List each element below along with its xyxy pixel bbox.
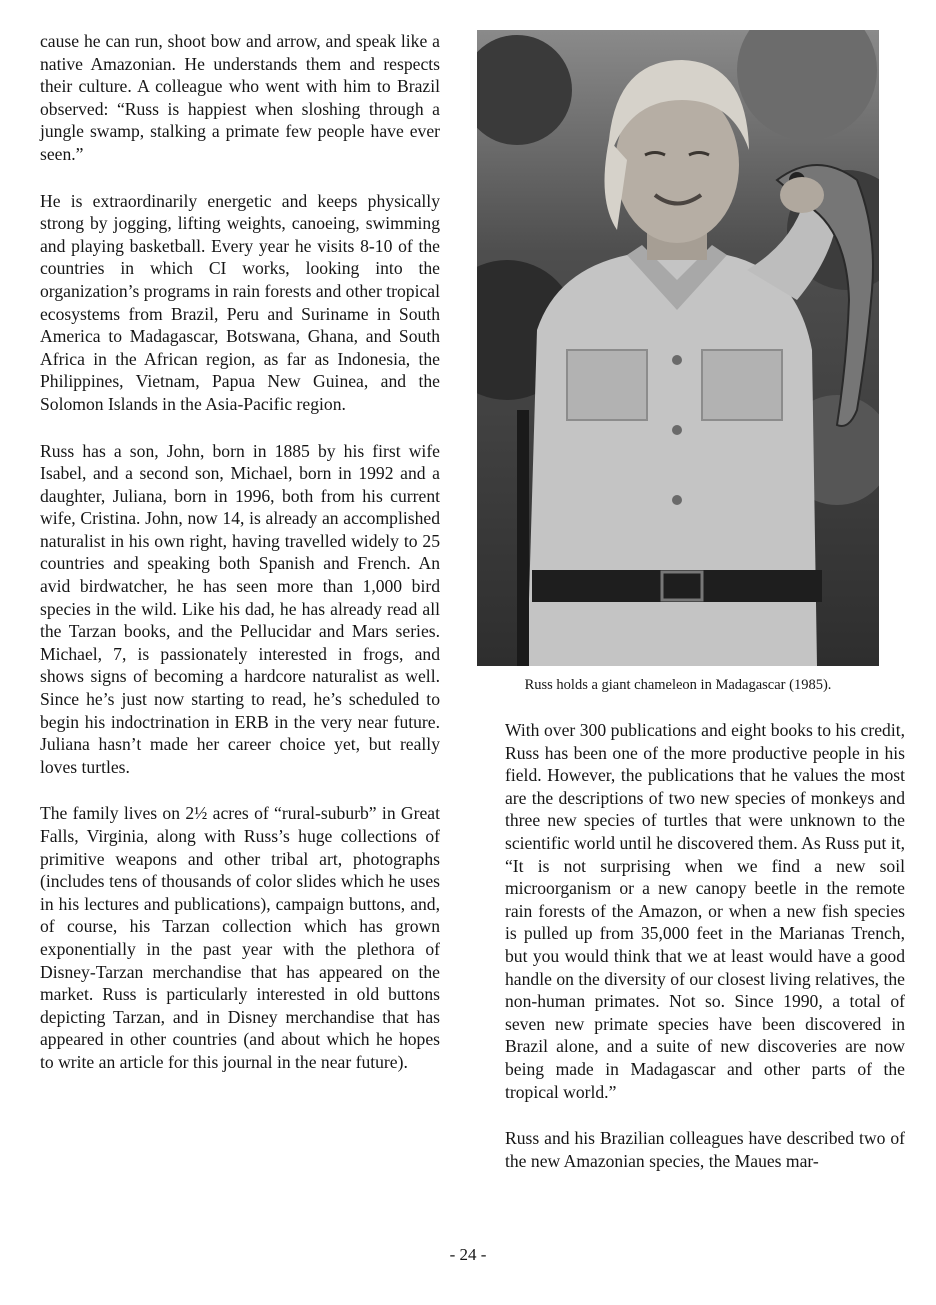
- body-paragraph: Russ has a son, John, born in 1885 by his first wife Isabel, and a second son, Michael, born in 1992 and a daughter, Juliana, born in 1996, both from his current wife, Cristina. John, now 14, is already an accomplished naturalist in his own right, having travelled widely to 25 countries and speaking both Spanish and French. An avid birdwatcher, he has seen more than 1,000 bird species in the wild. Like his dad, he has already read all the Tarzan books, and the Pellucidar and Mars series. Michael, 7, is passionately interested in frogs, and shows signs of becoming a hardcore naturalist as well. Since he’s just now starting to read, he’s scheduled to begin his indoctrination in ERB in the very near future. Juliana hasn’t made her career choice yet, but really loves turtles.: [40, 440, 440, 777]
- body-paragraph: Russ and his Brazilian colleagues have described two of the new Amazonian species, the Maues mar-: [505, 1128, 905, 1171]
- body-paragraph: With over 300 publications and eight books to his credit, Russ has been one of the more productive people in his field. However, the publications that he values the most are the descriptions of two new species of monkeys and three new species of turtles that were unknown to the scientific world until he discovered them. As Russ put it, “It is not surprising when we find a new soil microorganism or a new canopy beetle in the remote rain forests of the Amazon, or when a new fish species is pulled up from 35,000 feet in the Marianas Trench, but you would think that we at least would have a good handle on the diversity of our closest living relatives, the non-human primates. Not so. Since 1990, a total of seven new primate species have been discovered in Brazil alone, and a suite of new discoveries are now being made in Madagascar and other parts of the tropical world.”: [505, 720, 905, 1102]
- body-paragraph: The family lives on 2½ acres of “rural-suburb” in Great Falls, Virginia, along with Russ’s huge collections of primitive weapons and other tribal art, photographs (includes tens of thousands of color slides which he uses in his lectures and publications), campaign buttons, and, of course, his Tarzan collection which has grown exponentially in the past year with the plethora of Disney-Tarzan merchandise that has appeared on the market. Russ is particularly interested in old buttons depicting Tarzan, and in Disney merchandise that has appeared in other countries (and about which he hopes to write an article for this journal in the near future).: [40, 803, 440, 1072]
- left-column: [40, 30, 440, 1098]
- photo-illustration: [477, 30, 879, 666]
- page-number: - 24 -: [449, 1245, 487, 1264]
- photo-caption: Russ holds a giant chameleon in Madagascar (1985).: [524, 677, 832, 693]
- photo-man-with-chameleon: [477, 30, 879, 666]
- right-column: [505, 30, 905, 1196]
- body-paragraph: cause he can run, shoot bow and arrow, and speak like a native Amazonian. He understands them and respects their culture. A colleague who went with him to Brazil observed: “Russ is happiest when sloshing through a jungle swamp, stalking a primate few people have ever seen.”: [40, 31, 440, 164]
- body-paragraph: He is extraordinarily energetic and keeps physically strong by jogging, lifting weights, canoeing, swimming and playing basketball. Every year he visits 8-10 of the countries in which CI works, looking into the organization’s programs in rain forests and other tropical ecosystems from Brazil, Peru and Suriname in South America to Madagascar, Botswana, Ghana, and South Africa in the African region, as far as Indonesia, the Philippines, Vietnam, Papua New Guinea, and the Solomon Islands in the Asia-Pacific region.: [40, 190, 440, 414]
